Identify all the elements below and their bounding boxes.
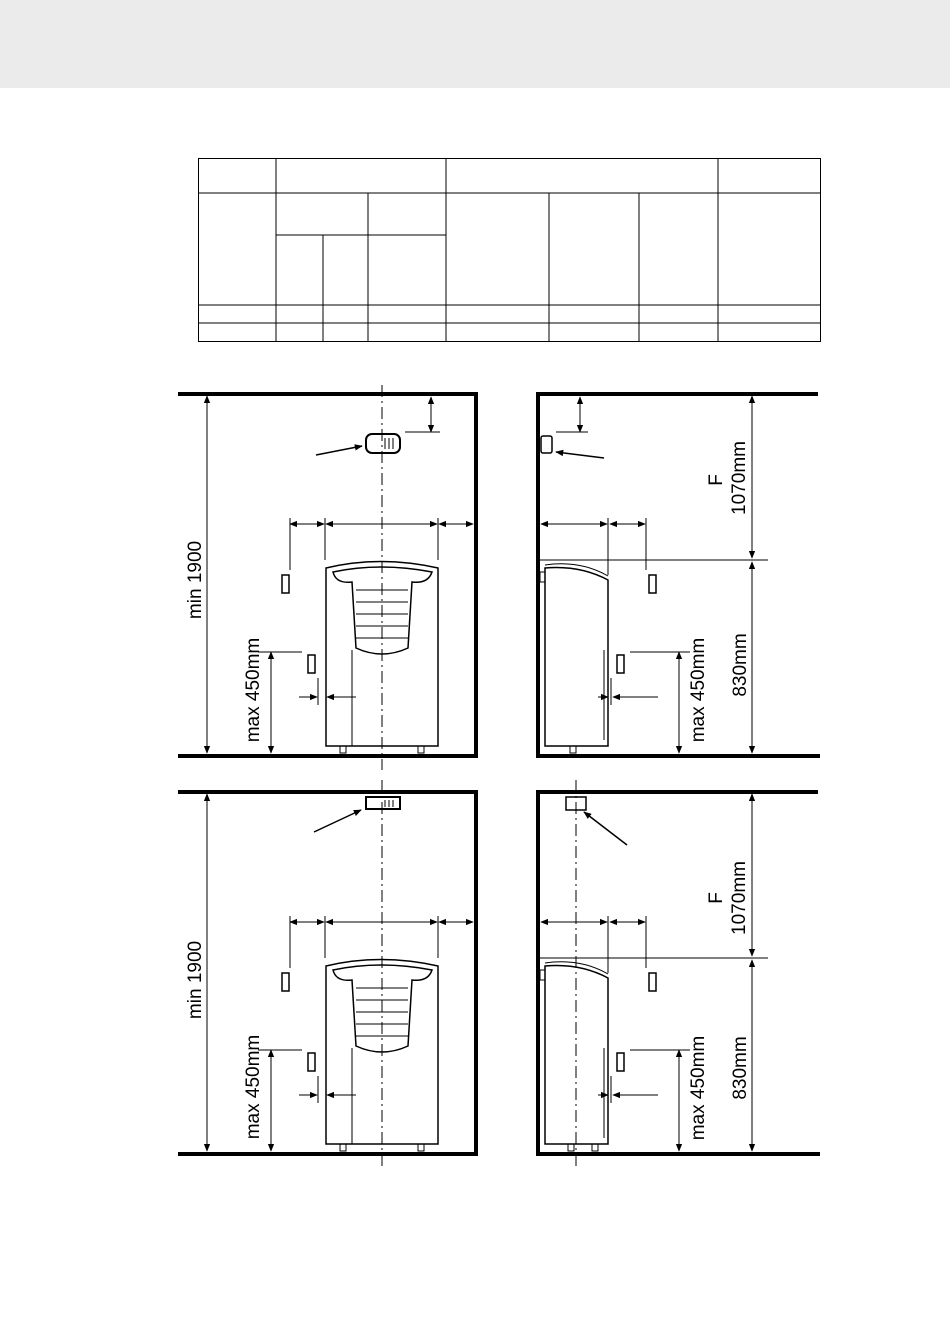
upper-label-top-right: 1070mm <box>729 441 750 515</box>
f-label-bottom-right: F <box>706 892 727 904</box>
max-label-bottom-left: max 450mm <box>243 1034 264 1140</box>
height-label-bottom-left: min 1900 <box>185 940 206 1020</box>
front-view-bottom <box>178 780 476 1168</box>
max-label-bottom-right: max 450mm <box>688 1035 709 1141</box>
upper-label-bottom-right: 1070mm <box>729 861 750 935</box>
f-label-top-right: F <box>706 474 727 486</box>
max-label-top-left: max 450mm <box>243 637 264 743</box>
lower-label-bottom-right: 830mm <box>730 1036 751 1100</box>
height-label-top-left: min 1900 <box>185 540 206 620</box>
side-view-top <box>538 394 820 756</box>
front-view-top <box>178 385 476 770</box>
side-view-bottom <box>538 780 820 1168</box>
max-label-top-right: max 450mm <box>688 637 709 743</box>
lower-label-top-right: 830mm <box>730 633 751 697</box>
